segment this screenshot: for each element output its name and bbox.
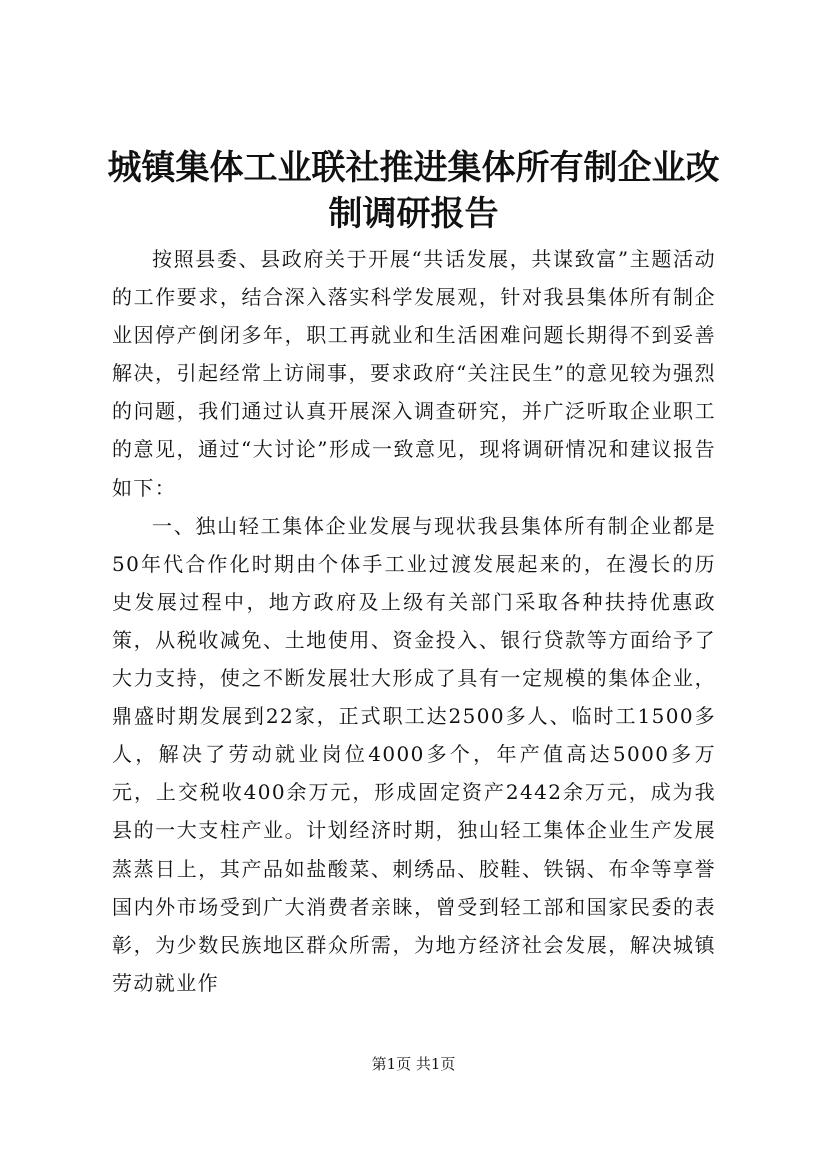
document-title: 城镇集体工业联社推进集体所有制企业改制调研报告 (107, 148, 720, 234)
document-body (112, 240, 716, 1002)
paragraph-section-one: 一、独山轻工集体企业发展与现状我县集体所有制企业都是50年代合作化时期由个体手工业过渡发展起来的，在漫长的历史发展过程中，地方政府及上级有关部门采取各种扶持优惠政策，从税收减免、土地使用、资金投入、银行贷款等方面给予了大力支持，使之不断发展壮大形成了具有一定规模的集体企业，鼎盛时期发展到22家，正式职工达2500多人、临时工1500多人，解决了劳动就业岗位4000多个，年产值高达5000多万元，上交税收400余万元，形成固定资产2442余万元，成为我县的一大支柱产业。计划经济时期，独山轻工集体企业生产发展蒸蒸日上，其产品如盐酸菜、刺绣品、胶鞋、铁锅、布伞等享誉国内外市场受到广大消费者亲睐，曾受到轻工部和国家民委的表彰，为少数民族地区群众所需，为地方经济社会发展，解决城镇劳动就业作 (112, 513, 716, 995)
paragraph-intro: 按照县委、县政府关于开展“共话发展，共谋致富”主题活动的工作要求，结合深入落实科学发展观，针对我县集体所有制企业因停产倒闭多年，职工再就业和生活困难问题长期得不到妥善解决，引起经常上访闹事，要求政府“关注民生”的意见较为强烈的问题，我们通过认真开展深入调查研究，并广泛听取企业职工的意见，通过“大讨论”形成一致意见，现将调研情况和建议报告如下： (112, 247, 716, 500)
page-footer: 第1页 共1页 (371, 1055, 456, 1073)
